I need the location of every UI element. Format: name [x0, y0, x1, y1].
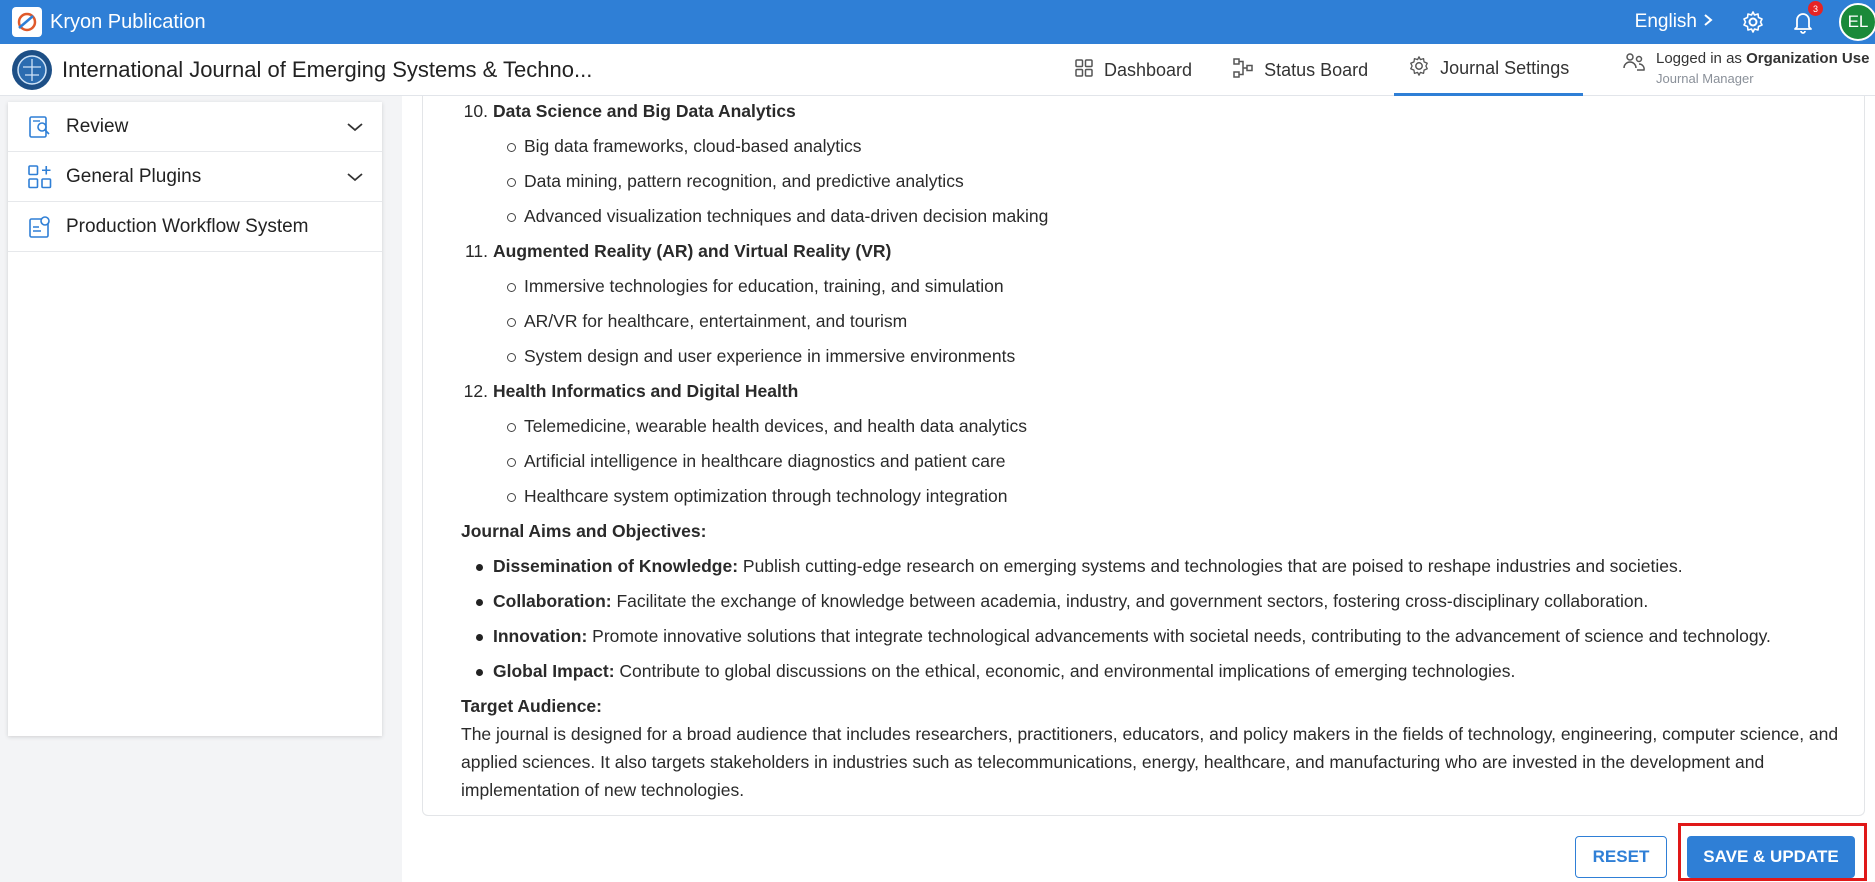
topic-subitem: Big data frameworks, cloud-based analytics: [461, 129, 1875, 164]
chevron-right-icon: [1703, 11, 1713, 33]
journal-logo-icon: [12, 50, 52, 90]
production-icon: [26, 213, 54, 241]
language-label: English: [1634, 11, 1697, 32]
user-avatar[interactable]: EL: [1839, 3, 1875, 41]
sidebar-item-general-plugins-label: General Plugins: [66, 165, 202, 187]
journal-header: [0, 44, 1875, 96]
top-app-bar: [0, 0, 1875, 44]
tab-journal-settings-label: Journal Settings: [1440, 58, 1570, 78]
topic-number: 10.: [463, 101, 488, 121]
content-card: [422, 96, 1865, 816]
topic-item: [461, 374, 1875, 409]
aim-item: Innovation: Promote innovative solutions that integrate technological advancements with societal needs, contributing to the advancement of science and technology.: [461, 619, 1875, 654]
audience-paragraph: The journal is designed for a broad audience that includes researchers, practitioners, educators, and policy makers in the fields of technology, engineering, computer science, and applied sciences. It also targets stakeholders in industries such as telecommunications, energy, healthcare, and manufacturing who are invested in the development and implementation of new technologies.: [461, 724, 1839, 800]
workflow-icon: [1232, 57, 1254, 84]
sidebar-item-production-workflow-label: Production Workflow System: [66, 215, 309, 237]
tab-status-board-label: Status Board: [1264, 59, 1369, 80]
topic-subitem: Data mining, pattern recognition, and predictive analytics: [461, 164, 1875, 199]
users-icon: [1622, 50, 1646, 86]
chevron-down-icon[interactable]: [346, 167, 364, 189]
notification-badge: 3: [1808, 1, 1823, 16]
gear-icon: [1408, 55, 1430, 82]
logged-in-info[interactable]: [1622, 50, 1869, 86]
settings-sidebar: [8, 102, 382, 736]
journal-title: International Journal of Emerging Systems & Techno...: [62, 56, 593, 82]
save-update-button[interactable]: SAVE & UPDATE: [1687, 836, 1855, 878]
app-title: Kryon Publication: [50, 10, 206, 33]
topic-subitem: Telemedicine, wearable health devices, and health data analytics: [461, 409, 1875, 444]
aim-item: Collaboration: Facilitate the exchange of knowledge between academia, industry, and government sectors, fostering cross-disciplinary collaboration.: [461, 584, 1875, 619]
aim-item: Global Impact: Contribute to global discussions on the ethical, economic, and environmental implications of emerging technologies.: [461, 654, 1875, 689]
tab-dashboard-label: Dashboard: [1104, 59, 1193, 80]
topic-subitem: Artificial intelligence in healthcare diagnostics and patient care: [461, 444, 1875, 479]
sidebar-item-general-plugins[interactable]: [8, 152, 382, 202]
sidebar-item-review[interactable]: [8, 102, 382, 152]
sidebar-item-production-workflow[interactable]: [8, 202, 382, 252]
topic-subitem: System design and user experience in immersive environments: [461, 339, 1875, 374]
topic-title: Augmented Reality (AR) and Virtual Reality (VR): [493, 241, 892, 261]
topic-item: [461, 234, 1875, 269]
reset-button[interactable]: RESET: [1575, 836, 1667, 878]
review-icon: [26, 113, 54, 141]
topic-subitem: Advanced visualization techniques and data-driven decision making: [461, 199, 1875, 234]
topic-title: Health Informatics and Digital Health: [493, 381, 799, 401]
topic-subitem: AR/VR for healthcare, entertainment, and tourism: [461, 304, 1875, 339]
topic-subitem: Healthcare system optimization through technology integration: [461, 479, 1875, 514]
tab-status-board[interactable]: [1218, 44, 1382, 96]
plugins-icon: [26, 163, 54, 191]
topic-title: Data Science and Big Data Analytics: [493, 101, 796, 121]
language-selector[interactable]: [1635, 11, 1713, 33]
main-nav: [1060, 44, 1595, 96]
chevron-down-icon[interactable]: [346, 117, 364, 139]
main-content: [402, 96, 1875, 882]
tab-journal-settings[interactable]: [1394, 44, 1583, 96]
tab-dashboard[interactable]: [1060, 44, 1206, 96]
aim-item: Dissemination of Knowledge: Publish cutting-edge research on emerging systems and technologies that are poised to reshape industries and societies.: [461, 549, 1875, 584]
sidebar-item-review-label: Review: [66, 115, 129, 137]
topic-subitem: Immersive technologies for education, training, and simulation: [461, 269, 1875, 304]
topic-item: [461, 94, 1875, 129]
topic-number: 12.: [463, 381, 488, 401]
notification-bell-icon[interactable]: [1789, 3, 1818, 36]
user-role: Journal Manager: [1656, 71, 1754, 86]
audience-heading: Target Audience:: [461, 696, 602, 716]
app-logo-icon[interactable]: [12, 7, 42, 37]
logged-in-text: Logged in as Organization Use: [1656, 50, 1870, 67]
rich-text-content[interactable]: [461, 96, 1875, 804]
aims-heading: Journal Aims and Objectives:: [461, 521, 707, 541]
topic-number: 11.: [464, 241, 488, 261]
settings-gear-icon[interactable]: [1739, 8, 1767, 36]
grid-icon: [1074, 58, 1094, 83]
